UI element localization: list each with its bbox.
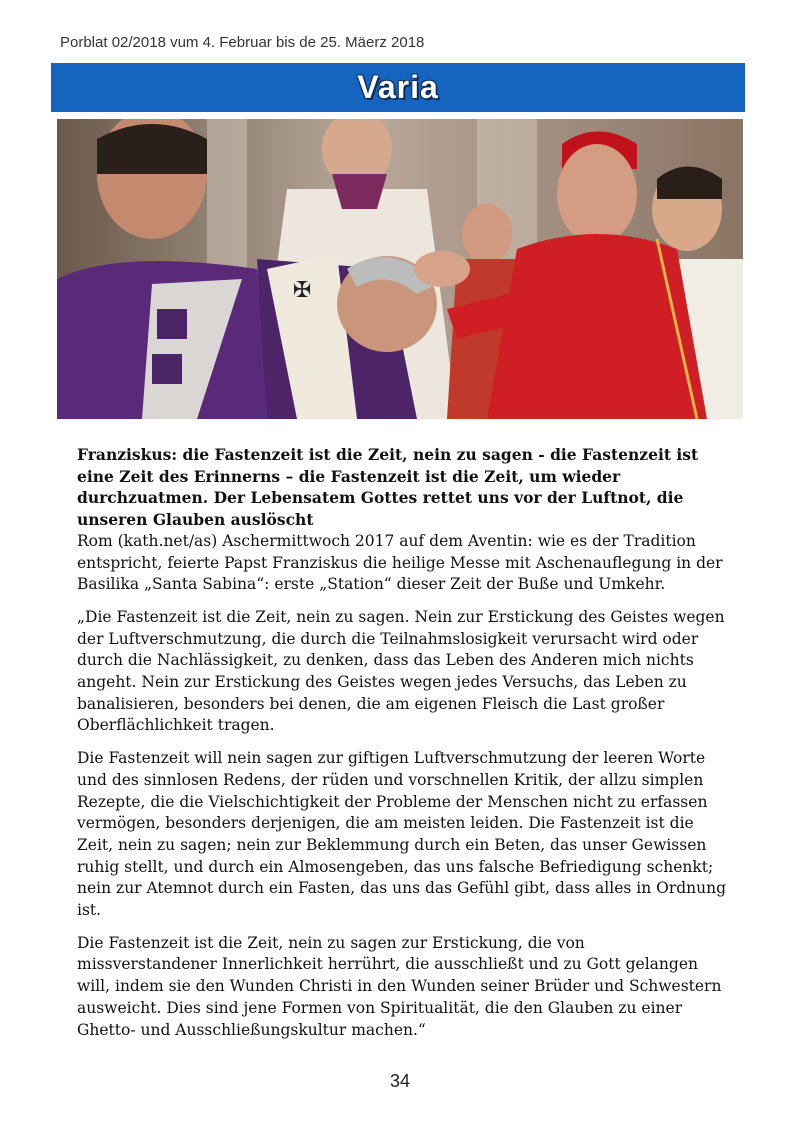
svg-text:✠: ✠ <box>293 278 312 303</box>
photo-ash-wednesday-icon <box>57 119 743 419</box>
article-lead: Rom (kath.net/as) Aschermittwoch 2017 auf dem Aventin: wie es der Tradition entspricht, feierte Papst Franziskus die heilige Messe mit Aschenauflegung in der Basilika „Santa Sabina“: erste „Station“ dieser Zeit der Buße und Umkehr. <box>77 531 723 594</box>
article-paragraph-3: Die Fastenzeit ist die Zeit, nein zu sagen zur Erstickung, die von missverstandener Innerlichkeit herrührt, die ausschließt und zu Gott gelangen will, indem sie den Wunden Christi in den Wunden seiner Brüder und Schwestern ausweicht. Dies sind jene Formen von Spiritualität, die den Glauben zu einer Ghetto- und Ausschließungskultur machen.“ <box>77 933 722 1039</box>
article-headline: Franziskus: die Fastenzeit ist die Zeit, nein zu sagen - die Fastenzeit ist eine Zeit des Erinnerns – die Fastenzeit ist die Zeit, um wieder durchzuatmen. Der Lebensatem Gottes rettet uns vor der Luftnot, die unseren Glauben auslöscht <box>77 445 699 530</box>
article-photo <box>57 119 743 419</box>
publication-header: Porblat 02/2018 vum 4. Februar bis de 25. Mäerz 2018 <box>60 34 425 51</box>
article-paragraph-2: Die Fastenzeit will nein sagen zur giftigen Luftverschmutzung der leeren Worte und des sinnlosen Redens, der rüden und vorschnellen Kritik, der allzu simplen Rezepte, die die Vielschichtigkeit der Probleme der Menschen nicht zu erfassen vermögen, besonders derjenigen, die am meisten leiden. Die Fastenzeit ist die Zeit, nein zu sagen; nein zur Beklemmung durch ein Beten, das unser Gewissen ruhig stellt, und durch ein Almosengeben, das uns falsche Befriedigung schenkt; nein zur Atemnot durch ein Fasten, das uns das Gefühl gibt, dass alles in Ordnung ist. <box>77 749 727 920</box>
section-banner <box>51 63 745 112</box>
section-title: Varia <box>357 69 439 105</box>
article-paragraph-1: „Die Fastenzeit ist die Zeit, nein zu sagen. Nein zur Erstickung des Geistes wegen der Luftverschmutzung, die durch die Teilnahmslosigkeit verursacht wird oder durch die Nachlässigkeit, zu denken, dass das Leben des Anderen mich nichts angeht. Nein zur Erstickung des Geistes wegen jedes Versuchs, das Leben zu banalisieren, besonders bei denen, die am eigenen Fleisch die Last großer Oberflächlichkeit tragen. <box>77 607 725 735</box>
page-number: 34 <box>389 1071 411 1091</box>
article-body <box>77 444 727 1052</box>
